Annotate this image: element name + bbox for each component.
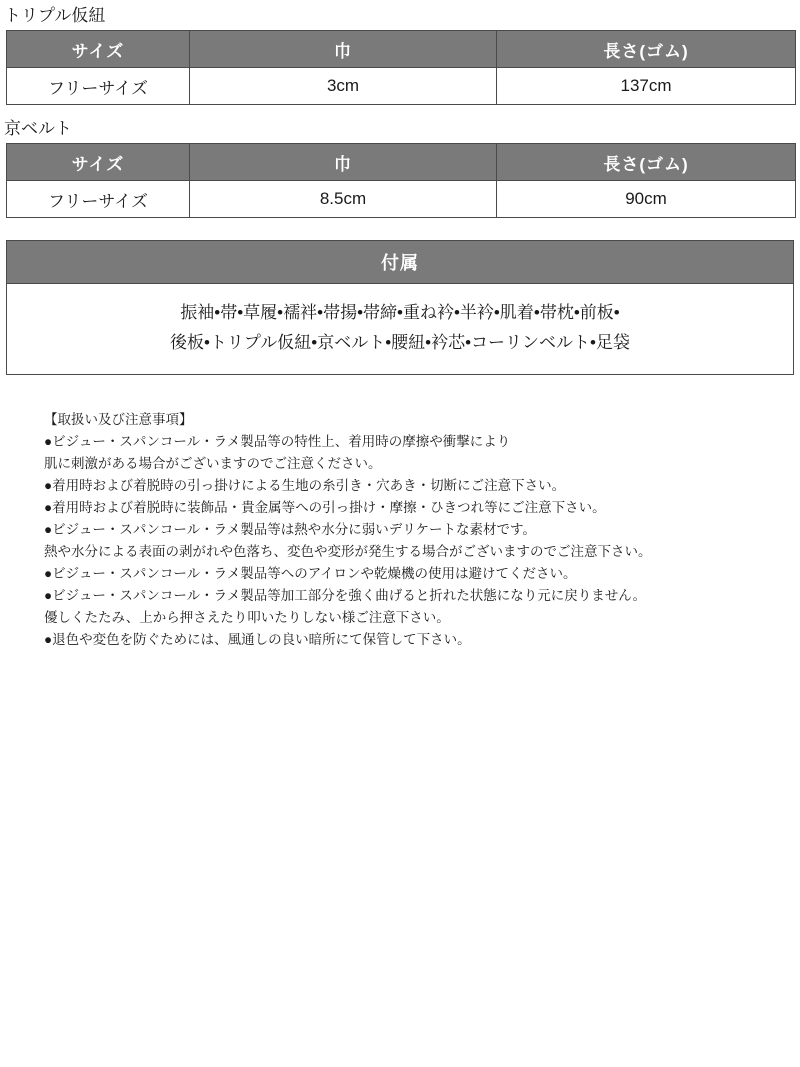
spacer	[0, 218, 800, 240]
notes-title: 【取扱い及び注意事項】	[44, 412, 193, 427]
note-line: ●着用時および着脱時の引っ掛けによる生地の糸引き・穴あき・切断にご注意下さい。	[44, 478, 566, 493]
size-table-kyo-belt	[6, 143, 796, 218]
notes-block	[44, 409, 800, 651]
cell-size: フリーサイズ	[7, 68, 190, 105]
note-line: ●ビジュー・スパンコール・ラメ製品等の特性上、着用時の摩擦や衝撃により	[44, 434, 511, 449]
attachments-box	[6, 240, 794, 375]
table-header-row	[7, 31, 796, 68]
attachments-body	[7, 284, 793, 374]
attachments-title: 付属	[7, 241, 793, 284]
column-header-length: 長さ(ゴム)	[497, 144, 796, 181]
cell-length: 137cm	[497, 68, 796, 105]
note-line: ●退色や変色を防ぐためには、風通しの良い暗所にて保管して下さい。	[44, 632, 471, 647]
cell-width: 3cm	[190, 68, 497, 105]
attachments-line: 振袖•帯•草履•襦袢•帯揚•帯締•重ね衿•半衿•肌着•帯枕•前板•	[180, 303, 620, 322]
section-label-kyo-belt: 京ベルト	[4, 119, 72, 138]
spacer	[0, 105, 800, 113]
column-header-length: 長さ(ゴム)	[497, 31, 796, 68]
note-line: ●ビジュー・スパンコール・ラメ製品等加工部分を強く曲げると折れた状態になり元に戻りません。	[44, 588, 647, 603]
note-line: ●ビジュー・スパンコール・ラメ製品等は熱や水分に弱いデリケートな素材です。	[44, 522, 536, 537]
size-table-triple-karihimo	[6, 30, 796, 105]
note-line: 肌に刺激がある場合がございますのでご注意ください。	[44, 456, 382, 471]
column-header-size: サイズ	[7, 31, 190, 68]
table-header-row	[7, 144, 796, 181]
note-line: 優しくたたみ、上から押さえたり叩いたりしない様ご注意下さい。	[44, 610, 450, 625]
column-header-size: サイズ	[7, 144, 190, 181]
cell-size: フリーサイズ	[7, 181, 190, 218]
note-line: 熱や水分による表面の剥がれや色落ち、変色や変形が発生する場合がございますのでご注意下さい。	[44, 544, 652, 559]
section-label-triple-karihimo: トリプル仮紐	[4, 6, 106, 25]
cell-length: 90cm	[497, 181, 796, 218]
table-row	[7, 181, 796, 218]
attachments-line: 後板•トリプル仮紐•京ベルト•腰紐•衿芯•コーリンベルト•足袋	[169, 333, 631, 352]
column-header-width: 巾	[190, 144, 497, 181]
note-line: ●着用時および着脱時に装飾品・貴金属等への引っ掛け・摩擦・ひきつれ等にご注意下さい。	[44, 500, 606, 515]
table-row	[7, 68, 796, 105]
note-line: ●ビジュー・スパンコール・ラメ製品等へのアイロンや乾燥機の使用は避けてください。	[44, 566, 577, 581]
cell-width: 8.5cm	[190, 181, 497, 218]
column-header-width: 巾	[190, 31, 497, 68]
